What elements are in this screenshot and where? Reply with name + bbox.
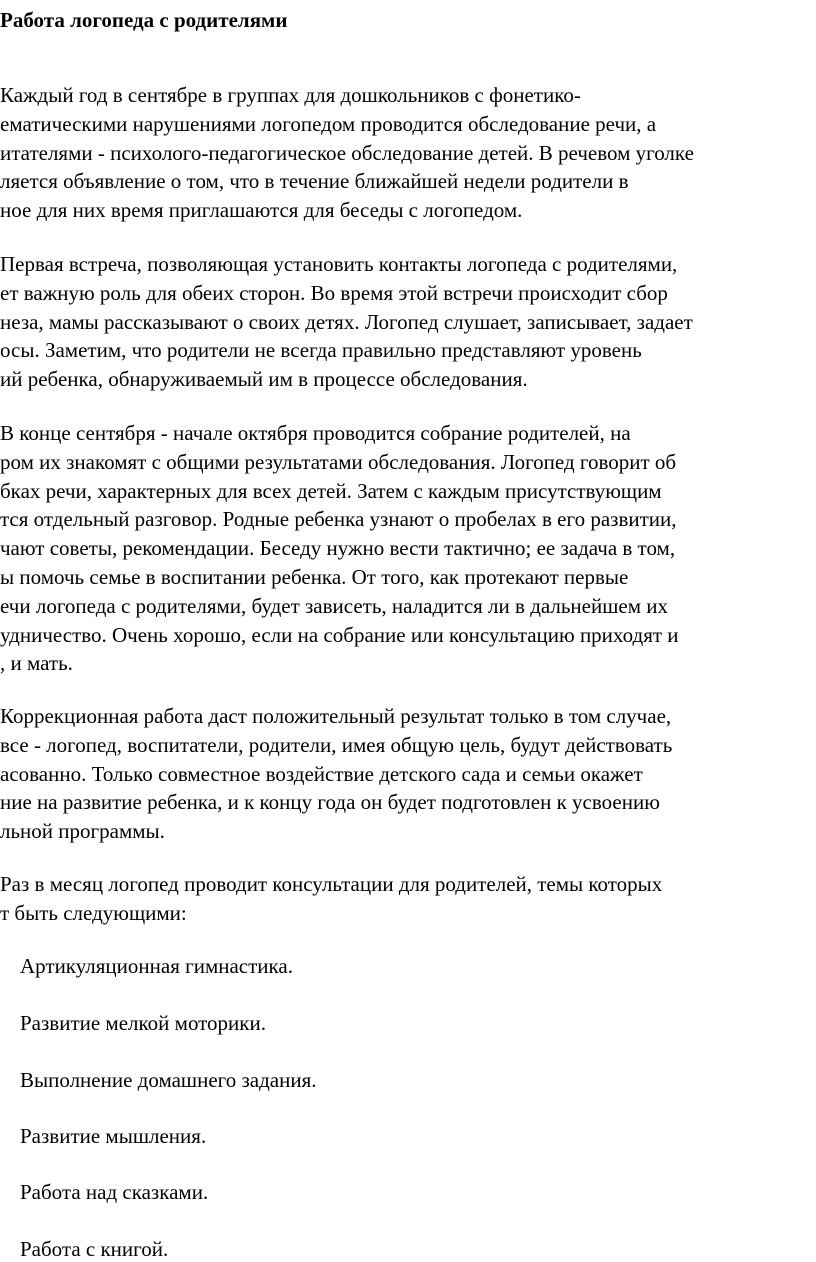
text-line: итателями - психолого-педагогическое обследование детей. В речевом уголке [0,140,694,165]
text-line: т быть следующими: [0,900,187,925]
topic-list-item: Развитие мелкой моторики. [20,1011,266,1035]
text-line: льной программы. [0,819,165,844]
text-line: Коррекционная работа даст положительный результат только в том случае, [0,704,672,728]
topic-list-item: Работа над сказками. [20,1180,209,1204]
text-line: ное для них время приглашаются для беседы с логопедом. [0,198,523,223]
topic-list-item: Развитие мышления. [20,1124,207,1148]
paragraph-survey [0,81,694,225]
text-line: ляется объявление о том, что в течение ближайшей недели родители в [0,169,629,194]
text-line: осы. Заметим, что родители не всегда правильно представляют уровень [0,338,642,363]
text-line: Первая встреча, позволяющая установить контакты логопеда с родителями, [0,252,678,276]
paragraph-first-meeting [0,250,693,394]
document-title: Работа логопеда с родителями [0,8,288,32]
text-line: неза, мамы рассказывают о своих детях. Логопед слушает, записывает, задает [0,309,693,334]
text-line: Раз в месяц логопед проводит консультации для родителей, темы которых [0,872,663,896]
paragraph-consultations [0,870,662,928]
topic-list-item: Выполнение домашнего задания. [20,1068,317,1092]
text-line: удничество. Очень хорошо, если на собрание или консультацию приходят и [0,622,679,647]
text-line: ематическими нарушениями логопедом проводится обследование речи, а [0,111,657,136]
text-line: , и мать. [0,651,73,676]
text-line: все - логопед, воспитатели, родители, имея общую цель, будут действовать [0,732,673,757]
text-line: ет важную роль для обеих сторон. Во время этой встречи происходит сбор [0,280,668,305]
text-line: Каждый год в сентябре в группах для дошкольников с фонетико- [0,83,581,107]
text-line: бках речи, характерных для всех детей. Затем с каждым присутствующим [0,478,662,503]
paragraph-parent-meeting [0,419,679,678]
topic-list-item: Работа с книгой. [20,1237,169,1261]
topic-list-item: Артикуляционная гимнастика. [20,954,293,978]
text-line: ром их знакомят с общими результатами обследования. Логопед говорит об [0,449,677,474]
paragraph-correction-work [0,702,672,846]
text-line: ий ребенка, обнаруживаемый им в процессе обследования. [0,367,528,392]
text-line: чают советы, рекомендации. Беседу нужно вести тактично; ее задача в том, [0,536,676,561]
text-line: тся отдельный разговор. Родные ребенка узнают о пробелах в его развитии, [0,507,677,532]
text-line: ечи логопеда с родителями, будет зависеть, наладится ли в дальнейшем их [0,593,669,618]
text-line: ы помочь семье в воспитании ребенка. От того, как протекают первые [0,564,629,589]
text-line: В конце сентября - начале октября проводится собрание родителей, на [0,421,631,445]
text-line: ние на развитие ребенка, и к концу года он будет подготовлен к усвоению [0,790,660,815]
text-line: асованно. Только совместное воздействие детского сада и семьи окажет [0,761,643,786]
